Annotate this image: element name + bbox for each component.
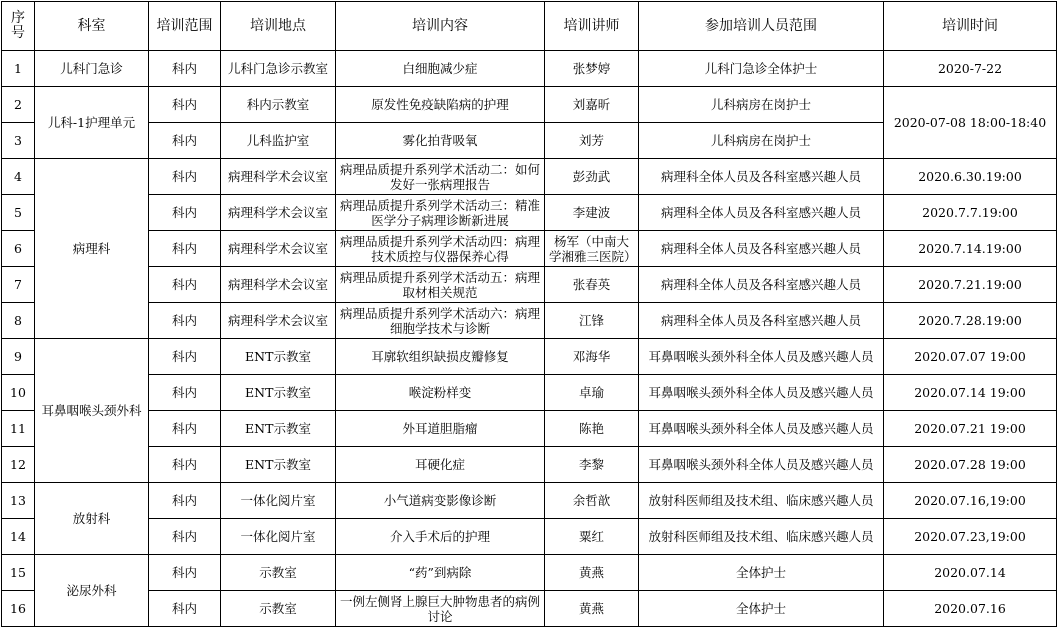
cell-location: 病理科学术会议室 [221, 231, 336, 267]
cell-attendees: 全体护士 [639, 591, 884, 627]
table-row [2, 51, 1057, 87]
cell-scope: 科内 [149, 483, 221, 519]
cell-attendees: 病理科全体人员及各科室感兴趣人员 [639, 303, 884, 339]
cell-no: 10 [2, 375, 35, 411]
cell-trainer: 李建波 [545, 195, 639, 231]
cell-trainer: 张梦婷 [545, 51, 639, 87]
cell-location: 一体化阅片室 [221, 519, 336, 555]
table-row [2, 231, 1057, 267]
cell-trainer: 张春英 [545, 267, 639, 303]
cell-time: 2020.7.28.19:00 [884, 303, 1057, 339]
cell-trainer: 黄燕 [545, 591, 639, 627]
cell-content: 介入手术后的护理 [336, 519, 545, 555]
cell-attendees: 病理科全体人员及各科室感兴趣人员 [639, 231, 884, 267]
cell-content: 病理品质提升系列学术活动五：病理取材相关规范 [336, 267, 545, 303]
cell-scope: 科内 [149, 591, 221, 627]
table-row [2, 411, 1057, 447]
table-row [2, 303, 1057, 339]
table-row [2, 195, 1057, 231]
cell-location: 一体化阅片室 [221, 483, 336, 519]
table-row [2, 555, 1057, 591]
cell-content: 耳廓软组织缺损皮瓣修复 [336, 339, 545, 375]
cell-content: 耳硬化症 [336, 447, 545, 483]
cell-time: 2020.7.14.19:00 [884, 231, 1057, 267]
cell-scope: 科内 [149, 375, 221, 411]
cell-time: 2020.07.14 19:00 [884, 375, 1057, 411]
cell-time: 2020.7.7.19:00 [884, 195, 1057, 231]
cell-scope: 科内 [149, 123, 221, 159]
training-schedule-table [1, 1, 1057, 627]
table-row [2, 267, 1057, 303]
cell-time: 2020.07.07 19:00 [884, 339, 1057, 375]
cell-scope: 科内 [149, 231, 221, 267]
cell-content: 外耳道胆脂瘤 [336, 411, 545, 447]
cell-dept: 泌尿外科 [35, 555, 149, 627]
cell-content: 病理品质提升系列学术活动二：如何发好一张病理报告 [336, 159, 545, 195]
table-row [2, 591, 1057, 627]
header-cell-content: 培训内容 [336, 2, 545, 51]
cell-no: 5 [2, 195, 35, 231]
cell-scope: 科内 [149, 519, 221, 555]
cell-time: 2020-07-08 18:00-18:40 [884, 87, 1057, 159]
cell-dept: 放射科 [35, 483, 149, 555]
cell-trainer: 江锋 [545, 303, 639, 339]
cell-no: 6 [2, 231, 35, 267]
header-cell-attendees: 参加培训人员范围 [639, 2, 884, 51]
cell-time: 2020.6.30.19:00 [884, 159, 1057, 195]
cell-scope: 科内 [149, 411, 221, 447]
cell-location: 病理科学术会议室 [221, 303, 336, 339]
cell-scope: 科内 [149, 447, 221, 483]
cell-location: 病理科学术会议室 [221, 267, 336, 303]
cell-location: 示教室 [221, 591, 336, 627]
cell-trainer: 粟红 [545, 519, 639, 555]
cell-no: 11 [2, 411, 35, 447]
cell-no: 16 [2, 591, 35, 627]
cell-content: 病理品质提升系列学术活动四：病理技术质控与仪器保养心得 [336, 231, 545, 267]
cell-location: 儿科监护室 [221, 123, 336, 159]
cell-dept: 病理科 [35, 159, 149, 339]
cell-content: “药”到病除 [336, 555, 545, 591]
cell-scope: 科内 [149, 87, 221, 123]
cell-no: 15 [2, 555, 35, 591]
cell-time: 2020.7.21.19:00 [884, 267, 1057, 303]
header-row [2, 2, 1057, 51]
cell-content: 原发性免疫缺陷病的护理 [336, 87, 545, 123]
cell-location: 病理科学术会议室 [221, 159, 336, 195]
cell-no: 13 [2, 483, 35, 519]
cell-no: 4 [2, 159, 35, 195]
cell-trainer: 李黎 [545, 447, 639, 483]
cell-attendees: 耳鼻咽喉头颈外科全体人员及感兴趣人员 [639, 339, 884, 375]
cell-location: ENT示教室 [221, 411, 336, 447]
cell-attendees: 病理科全体人员及各科室感兴趣人员 [639, 267, 884, 303]
cell-trainer: 余哲歆 [545, 483, 639, 519]
cell-content: 病理品质提升系列学术活动三：精准医学分子病理诊断新进展 [336, 195, 545, 231]
table-row [2, 519, 1057, 555]
cell-trainer: 彭劲武 [545, 159, 639, 195]
table-row [2, 159, 1057, 195]
cell-location: 科内示教室 [221, 87, 336, 123]
cell-content: 小气道病变影像诊断 [336, 483, 545, 519]
cell-attendees: 耳鼻咽喉头颈外科全体人员及感兴趣人员 [639, 447, 884, 483]
cell-attendees: 耳鼻咽喉头颈外科全体人员及感兴趣人员 [639, 411, 884, 447]
cell-scope: 科内 [149, 51, 221, 87]
cell-location: 示教室 [221, 555, 336, 591]
cell-scope: 科内 [149, 303, 221, 339]
cell-no: 2 [2, 87, 35, 123]
cell-dept: 儿科门急诊 [35, 51, 149, 87]
cell-location: ENT示教室 [221, 447, 336, 483]
cell-scope: 科内 [149, 339, 221, 375]
cell-location: 儿科门急诊示教室 [221, 51, 336, 87]
cell-content: 白细胞减少症 [336, 51, 545, 87]
cell-content: 一例左侧肾上腺巨大肿物患者的病例讨论 [336, 591, 545, 627]
cell-no: 14 [2, 519, 35, 555]
cell-attendees: 放射科医师组及技术组、临床感兴趣人员 [639, 519, 884, 555]
header-cell-trainer: 培训讲师 [545, 2, 639, 51]
cell-location: ENT示教室 [221, 339, 336, 375]
cell-scope: 科内 [149, 267, 221, 303]
cell-trainer: 陈艳 [545, 411, 639, 447]
header-cell-no: 序号 [2, 2, 35, 51]
cell-trainer: 杨军（中南大学湘雅三医院） [545, 231, 639, 267]
cell-time: 2020.07.16,19:00 [884, 483, 1057, 519]
cell-time: 2020.07.28 19:00 [884, 447, 1057, 483]
table-row [2, 483, 1057, 519]
cell-trainer: 邓海华 [545, 339, 639, 375]
cell-time: 2020.07.14 [884, 555, 1057, 591]
table-row [2, 339, 1057, 375]
cell-no: 1 [2, 51, 35, 87]
cell-time: 2020-7-22 [884, 51, 1057, 87]
cell-no: 3 [2, 123, 35, 159]
cell-dept: 耳鼻咽喉头颈外科 [35, 339, 149, 483]
cell-location: 病理科学术会议室 [221, 195, 336, 231]
header-cell-dept: 科室 [35, 2, 149, 51]
header-cell-time: 培训时间 [884, 2, 1057, 51]
cell-attendees: 病理科全体人员及各科室感兴趣人员 [639, 159, 884, 195]
cell-scope: 科内 [149, 159, 221, 195]
cell-trainer: 刘嘉昕 [545, 87, 639, 123]
cell-attendees: 儿科门急诊全体护士 [639, 51, 884, 87]
cell-no: 12 [2, 447, 35, 483]
header-cell-location: 培训地点 [221, 2, 336, 51]
cell-trainer: 黄燕 [545, 555, 639, 591]
cell-attendees: 耳鼻咽喉头颈外科全体人员及感兴趣人员 [639, 375, 884, 411]
cell-attendees: 儿科病房在岗护士 [639, 87, 884, 123]
cell-dept: 儿科-1护理单元 [35, 87, 149, 159]
cell-no: 8 [2, 303, 35, 339]
cell-content: 雾化拍背吸氧 [336, 123, 545, 159]
cell-trainer: 卓瑜 [545, 375, 639, 411]
cell-time: 2020.07.16 [884, 591, 1057, 627]
header-cell-scope: 培训范围 [149, 2, 221, 51]
cell-attendees: 病理科全体人员及各科室感兴趣人员 [639, 195, 884, 231]
cell-scope: 科内 [149, 195, 221, 231]
cell-content: 病理品质提升系列学术活动六：病理细胞学技术与诊断 [336, 303, 545, 339]
cell-time: 2020.07.21 19:00 [884, 411, 1057, 447]
cell-content: 喉淀粉样变 [336, 375, 545, 411]
cell-scope: 科内 [149, 555, 221, 591]
table-row [2, 375, 1057, 411]
cell-attendees: 放射科医师组及技术组、临床感兴趣人员 [639, 483, 884, 519]
cell-no: 9 [2, 339, 35, 375]
cell-time: 2020.07.23,19:00 [884, 519, 1057, 555]
cell-location: ENT示教室 [221, 375, 336, 411]
table-row [2, 447, 1057, 483]
cell-no: 7 [2, 267, 35, 303]
cell-trainer: 刘芳 [545, 123, 639, 159]
cell-attendees: 全体护士 [639, 555, 884, 591]
cell-attendees: 儿科病房在岗护士 [639, 123, 884, 159]
table-row [2, 87, 1057, 123]
